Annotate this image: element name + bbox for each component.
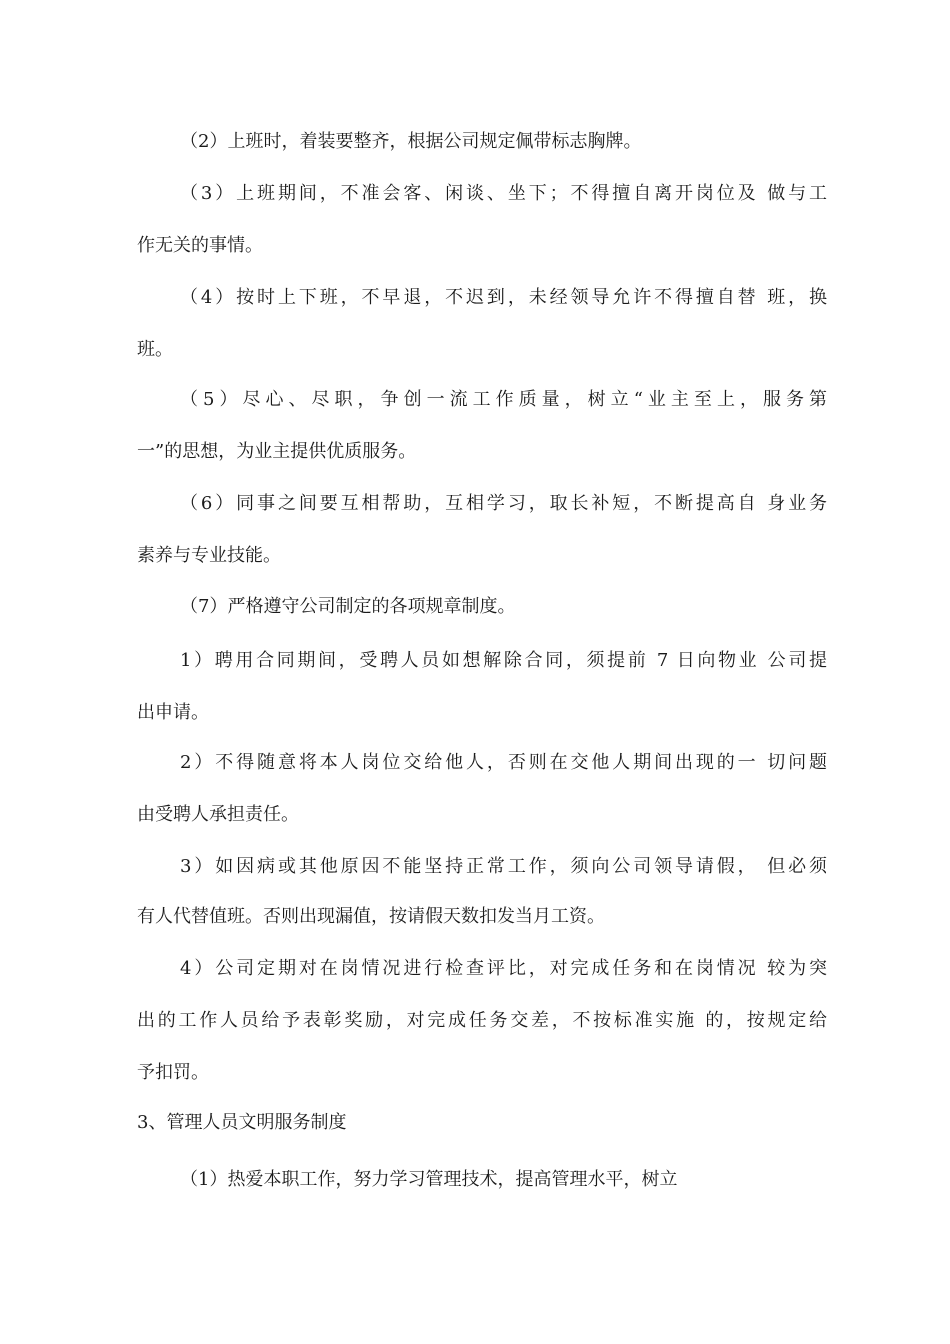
paragraph-2-line-1: （2）上班时，着装要整齐，根据公司规定佩带标志胸牌。	[180, 131, 642, 152]
paragraph-6-line-2: 素养与专业技能。	[137, 545, 281, 566]
rule-2-line-1: 2）不得随意将本人岗位交给他人，否则在交他人期间出现的一 切问题	[180, 752, 827, 773]
paragraph-5-line-1: （5）尽心、尽职，争创一流工作质量，树立“业主至上，服务第	[180, 389, 827, 410]
paragraph-7-line-1: （7）严格遵守公司制定的各项规章制度。	[180, 596, 516, 617]
paragraph-5-line-2: 一”的思想，为业主提供优质服务。	[137, 441, 417, 462]
rule-2-line-2: 由受聘人承担责任。	[137, 804, 299, 825]
section-heading: 3、管理人员文明服务制度	[137, 1112, 347, 1133]
rule-3-line-2: 有人代替值班。否则出现漏值，按请假天数扣发当月工资。	[137, 906, 605, 927]
rule-4-line-3: 予扣罚。	[137, 1062, 209, 1083]
rule-4-line-2: 出的工作人员给予表彰奖励，对完成任务交差，不按标准实施 的，按规定给	[137, 1010, 827, 1031]
paragraph-3-line-2: 作无关的事情。	[137, 235, 263, 256]
rule-1-line-2: 出申请。	[137, 702, 209, 723]
rule-1-line-1: 1）聘用合同期间，受聘人员如想解除合同，须提前 7 日向物业 公司提	[180, 650, 827, 671]
paragraph-4-line-1: （4）按时上下班，不早退，不迟到，未经领导允许不得擅自替 班，换	[180, 287, 827, 308]
rule-4-line-1: 4）公司定期对在岗情况进行检查评比，对完成任务和在岗情况 较为突	[180, 958, 827, 979]
paragraph-6-line-1: （6）同事之间要互相帮助，互相学习，取长补短，不断提高自 身业务	[180, 493, 827, 514]
paragraph-4-line-2: 班。	[137, 339, 173, 360]
rule-3-line-1: 3）如因病或其他原因不能坚持正常工作，须向公司领导请假， 但必须	[180, 856, 827, 877]
paragraph-3-line-1: （3）上班期间，不准会客、闲谈、坐下；不得擅自离开岗位及 做与工	[180, 183, 827, 204]
section-3-paragraph-1-line-1: （1）热爱本职工作，努力学习管理技术，提高管理水平，树立	[180, 1169, 678, 1190]
